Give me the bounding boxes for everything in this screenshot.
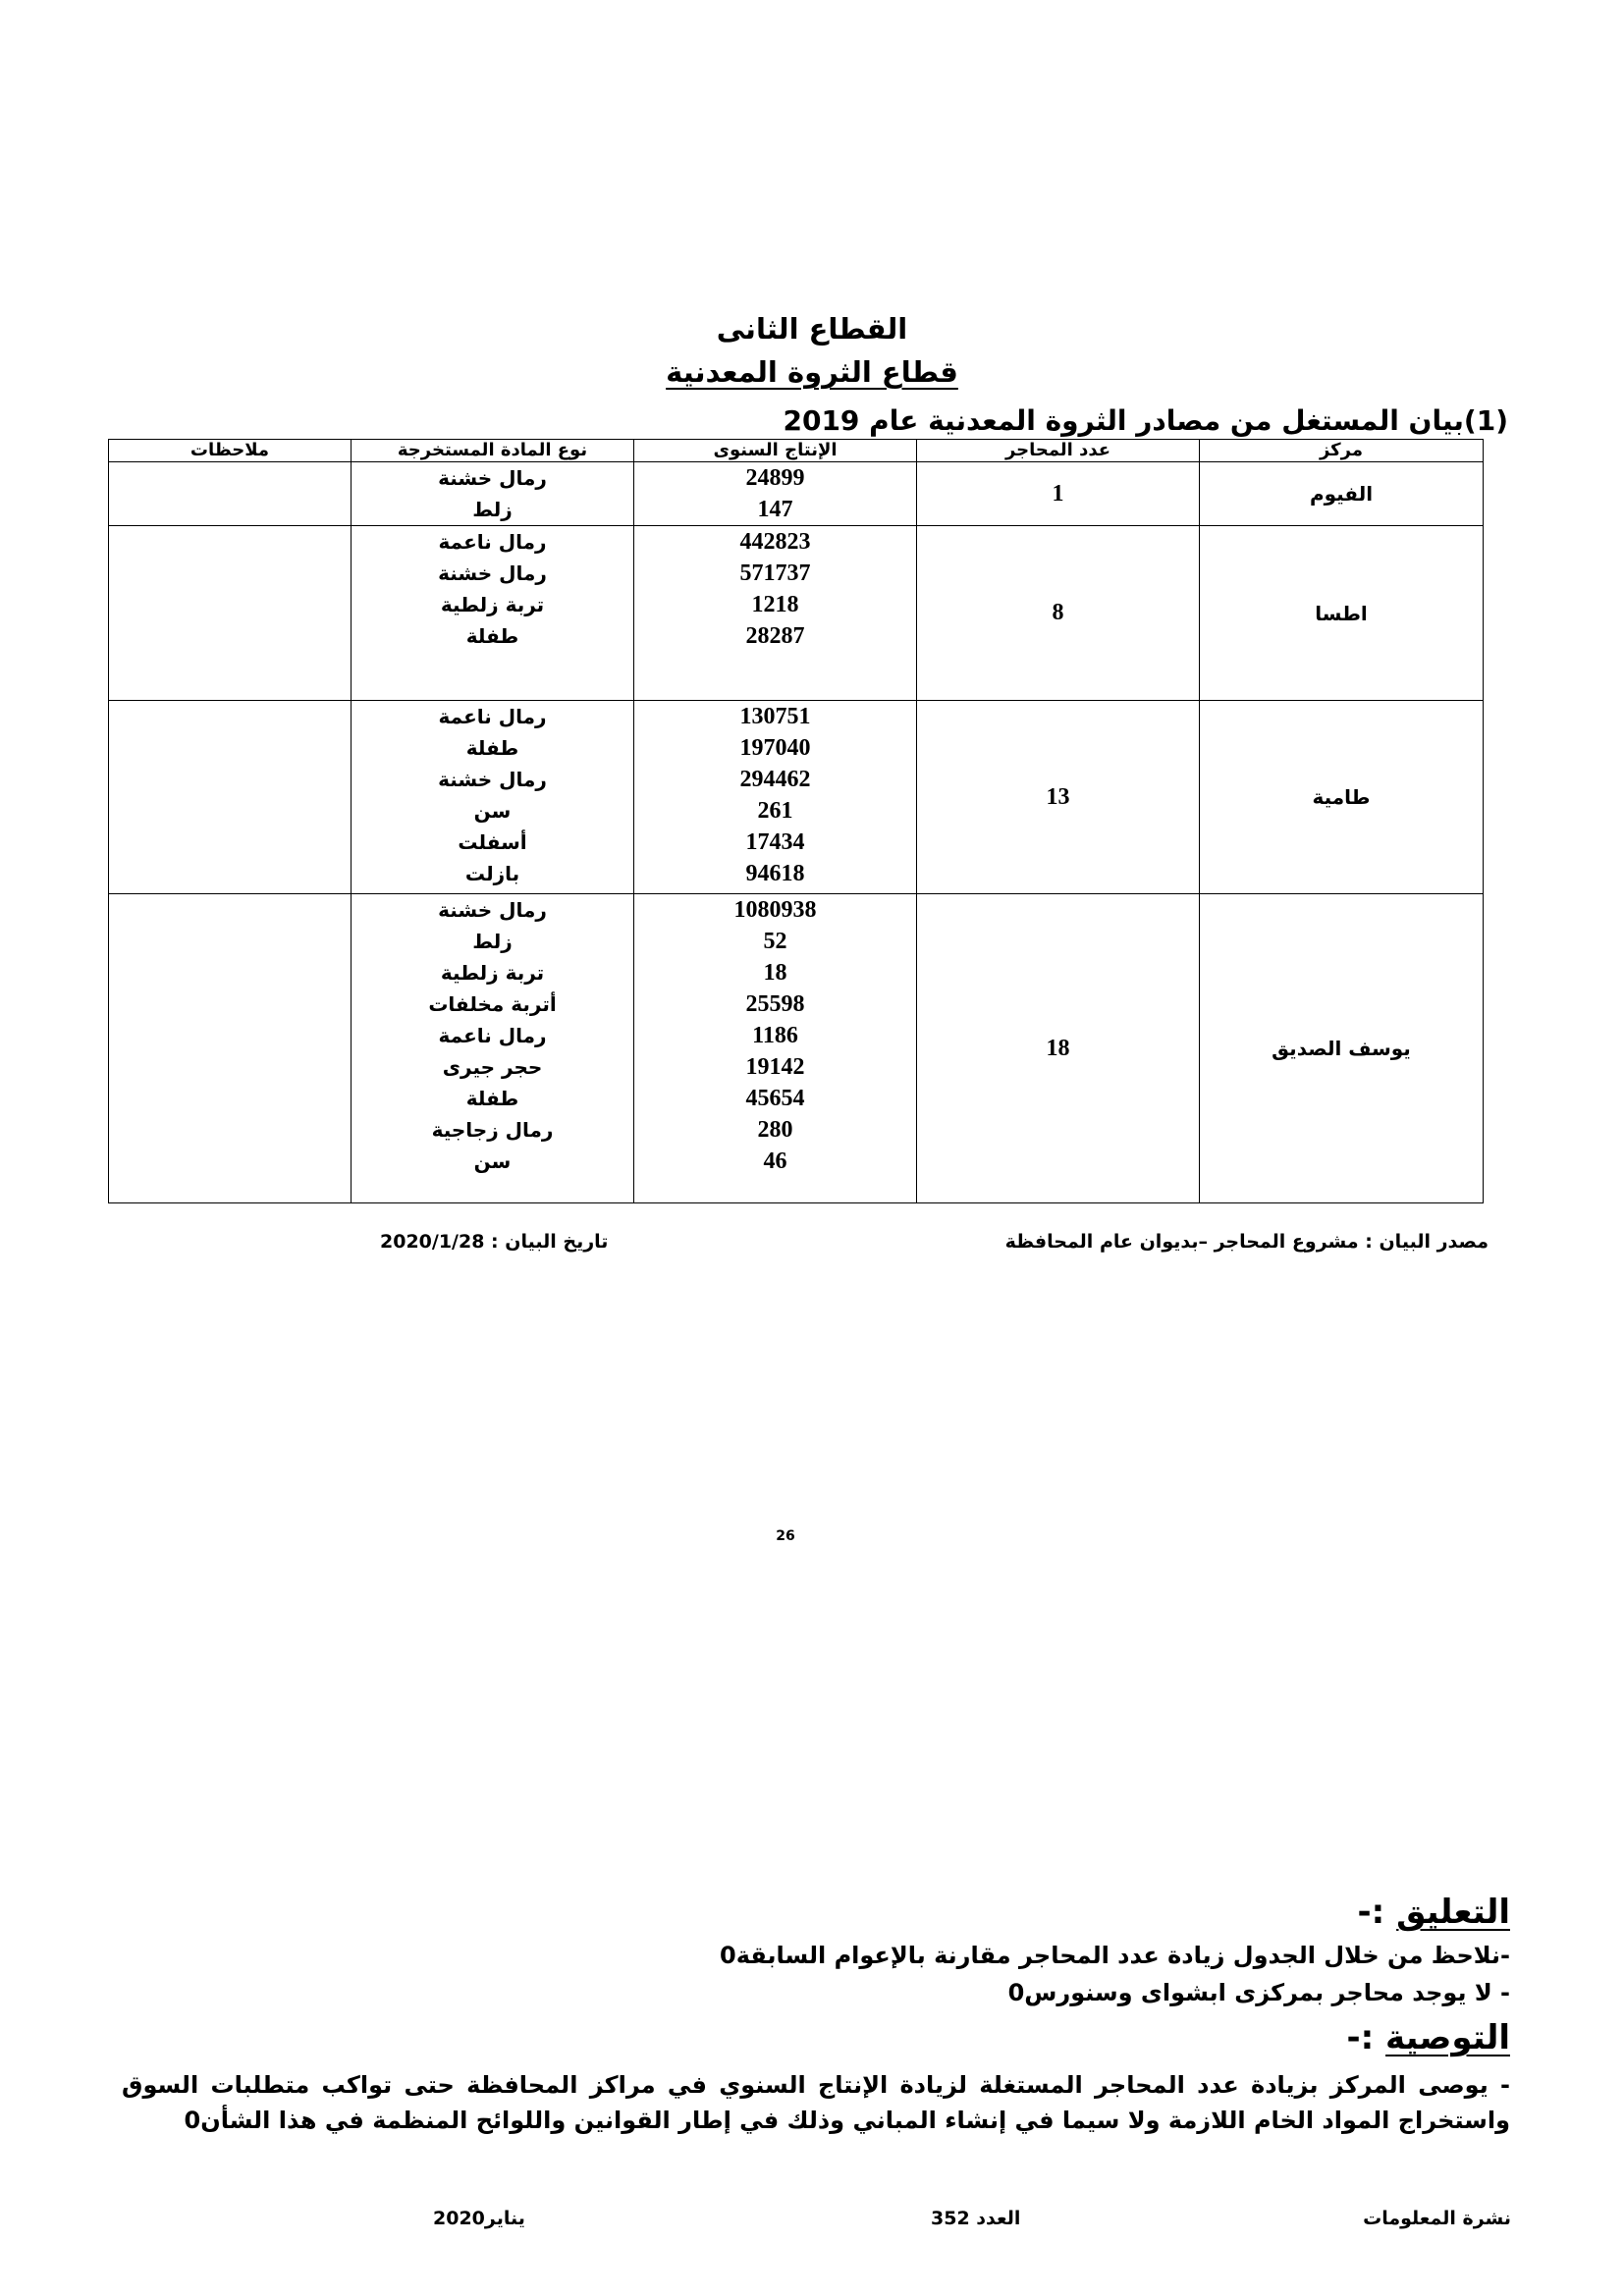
recommendation-heading xyxy=(1346,2018,1510,2057)
recommendation-heading-suffix: :- xyxy=(1346,2018,1386,2057)
production-value: 130751 xyxy=(739,704,811,729)
table-row xyxy=(109,894,1484,1203)
material-list xyxy=(352,462,633,525)
material-name: طفلة xyxy=(465,1087,519,1110)
material-name: رمال خشنة xyxy=(438,898,547,922)
production-value: 571737 xyxy=(739,561,811,586)
date-note: تاريخ البيان : 2020/1/28 xyxy=(380,1231,609,1253)
cell-center: الفيوم xyxy=(1200,462,1484,526)
material-name: طفلة xyxy=(465,736,519,760)
cell-notes xyxy=(109,462,352,526)
header-material: نوع المادة المستخرجة xyxy=(352,440,634,462)
cell-quarries: 18 xyxy=(917,894,1200,1203)
production-value: 24899 xyxy=(745,465,805,491)
section-title xyxy=(0,355,1624,389)
production-value: 18 xyxy=(763,960,787,986)
comment-heading-suffix: :- xyxy=(1357,1893,1397,1932)
cell-notes xyxy=(109,894,352,1203)
cell-notes xyxy=(109,526,352,701)
material-name: رمال ناعمة xyxy=(438,1024,547,1047)
production-value: 46 xyxy=(763,1148,787,1174)
cell-production xyxy=(634,462,917,526)
production-value: 147 xyxy=(757,497,793,522)
material-name: سن xyxy=(473,1149,512,1173)
header-production: الإنتاج السنوى xyxy=(634,440,917,462)
material-name: زلط xyxy=(472,498,513,521)
production-value: 28287 xyxy=(745,623,805,649)
production-value: 45654 xyxy=(745,1086,805,1111)
production-list xyxy=(634,526,916,652)
comment-line: - لا يوجد محاجر بمركزى ابشواى وسنورس0 xyxy=(1007,1979,1510,2006)
source-note: مصدر البيان : مشروع المحاجر –بديوان عام المحافظة xyxy=(1004,1231,1489,1253)
table-row xyxy=(109,462,1484,526)
production-value: 1080938 xyxy=(733,897,817,923)
cell-center: طامية xyxy=(1200,701,1484,894)
production-value: 1186 xyxy=(752,1023,798,1048)
table-row xyxy=(109,526,1484,701)
footer-bulletin: نشرة المعلومات xyxy=(1363,2208,1511,2229)
production-value: 197040 xyxy=(739,735,811,761)
production-value: 261 xyxy=(757,798,793,824)
production-value: 294462 xyxy=(739,767,811,792)
material-name: تربة زلطية xyxy=(440,961,545,985)
production-value: 52 xyxy=(763,929,787,954)
cell-material xyxy=(352,526,634,701)
production-value: 17434 xyxy=(745,829,805,855)
material-name: تربة زلطية xyxy=(440,593,545,616)
material-name: رمال خشنة xyxy=(438,466,547,490)
footer-date: يناير2020 xyxy=(433,2208,525,2229)
material-name: رمال ناعمة xyxy=(438,705,547,728)
production-value: 25598 xyxy=(745,991,805,1017)
footer-issue: العدد 352 xyxy=(931,2208,1021,2229)
section-title-text: قطاع الثروة المعدنية xyxy=(666,355,958,389)
table-row xyxy=(109,701,1484,894)
header-quarries: عدد المحاجر xyxy=(917,440,1200,462)
cell-center: اطسا xyxy=(1200,526,1484,701)
production-list xyxy=(634,894,916,1177)
production-value: 19142 xyxy=(745,1054,805,1080)
comment-line: -نلاحظ من خلال الجدول زيادة عدد المحاجر مقارنة بالإعوام السابقة0 xyxy=(720,1942,1510,1969)
production-list xyxy=(634,701,916,889)
quarry-table xyxy=(108,439,1484,1203)
comment-heading xyxy=(1358,1893,1510,1932)
header-notes: ملاحظات xyxy=(109,440,352,462)
material-list xyxy=(352,526,633,652)
recommendation-text: - يوصى المركز بزيادة عدد المحاجر المستغلة لزيادة الإنتاج السنوي في مراكز المحافظة حتى تواكب متطلبات السوق واستخراج المواد الخام اللازمة ولا سيما في إنشاء المباني وذلك في إطار القوانين واللوائح المنظمة في هذا الشأن0 xyxy=(122,2071,1510,2134)
material-list xyxy=(352,894,633,1177)
production-value: 94618 xyxy=(745,861,805,886)
material-name: رمال زجاجية xyxy=(431,1118,554,1142)
material-name: سن xyxy=(473,799,512,823)
recommendation-heading-text: التوصية xyxy=(1385,2018,1510,2057)
cell-material xyxy=(352,701,634,894)
cell-center: يوسف الصديق xyxy=(1200,894,1484,1203)
material-name: رمال خشنة xyxy=(438,768,547,791)
production-value: 442823 xyxy=(739,529,811,555)
material-name: حجر جيرى xyxy=(442,1055,543,1079)
cell-quarries: 8 xyxy=(917,526,1200,701)
material-list xyxy=(352,701,633,889)
material-name: زلط xyxy=(472,930,513,953)
cell-material xyxy=(352,894,634,1203)
material-name: أتربة مخلفات xyxy=(428,992,557,1016)
production-list xyxy=(634,462,916,525)
comment-heading-text: التعليق xyxy=(1396,1893,1510,1932)
cell-production xyxy=(634,894,917,1203)
cell-material xyxy=(352,462,634,526)
production-value: 280 xyxy=(757,1117,793,1143)
table-caption: (1)بيان المستغل من مصادر الثروة المعدنية عام 2019 xyxy=(783,404,1508,437)
material-name: رمال ناعمة xyxy=(438,530,547,554)
cell-production xyxy=(634,526,917,701)
material-name: أسفلت xyxy=(458,830,527,854)
cell-quarries: 13 xyxy=(917,701,1200,894)
page-number: 26 xyxy=(776,1528,795,1544)
material-name: طفلة xyxy=(465,624,519,648)
production-value: 1218 xyxy=(751,592,799,617)
material-name: رمال خشنة xyxy=(438,561,547,585)
table-header-row xyxy=(109,440,1484,462)
cell-production xyxy=(634,701,917,894)
sector-title: القطاع الثانى xyxy=(716,312,908,346)
cell-quarries: 1 xyxy=(917,462,1200,526)
material-name: بازلت xyxy=(464,862,520,885)
header-center: مركز xyxy=(1200,440,1484,462)
cell-notes xyxy=(109,701,352,894)
